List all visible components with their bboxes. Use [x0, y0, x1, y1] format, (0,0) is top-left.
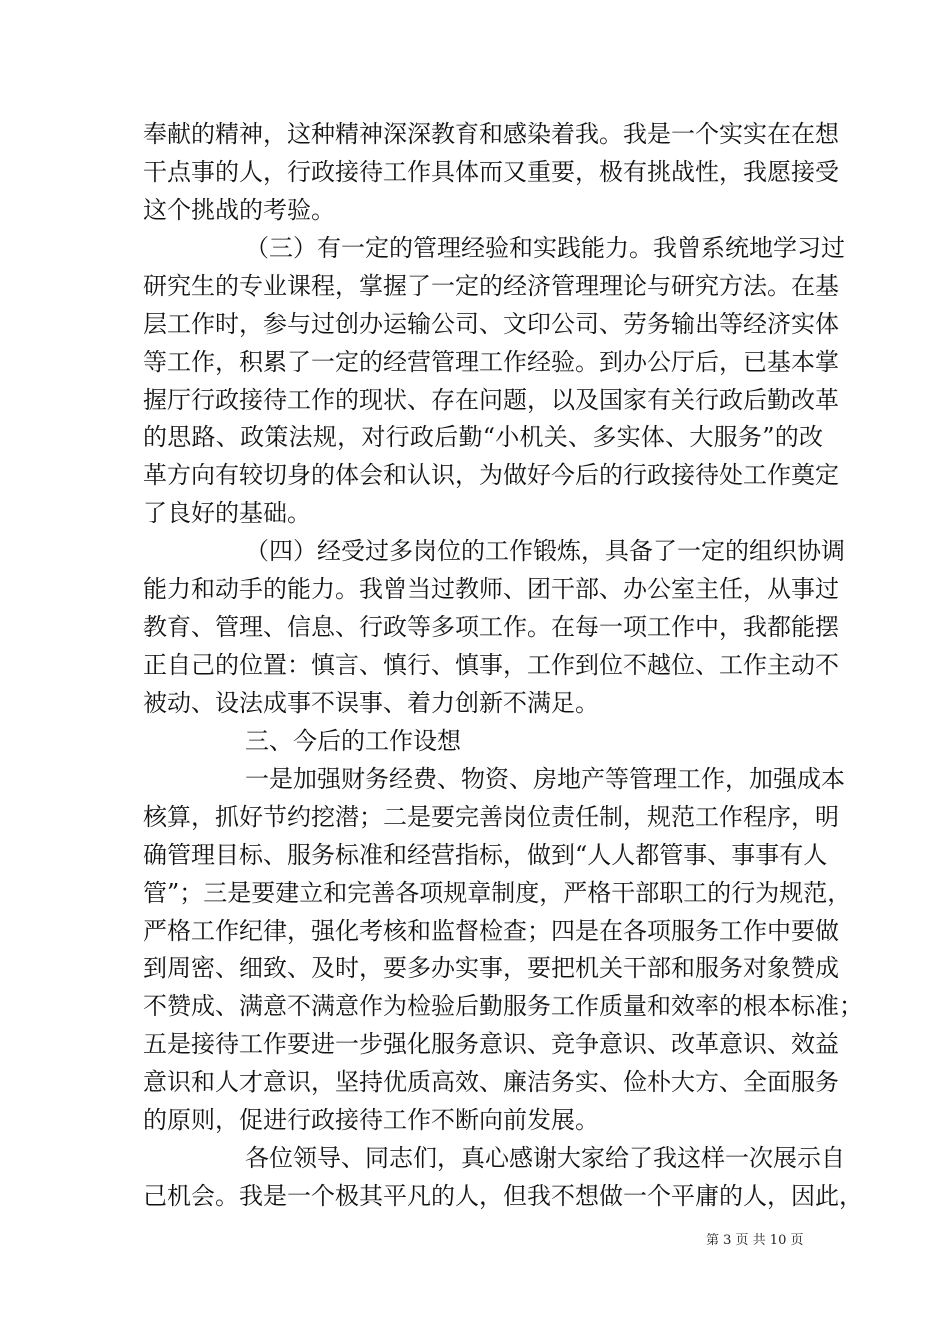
text-line: （三）有一定的管理经验和实践能力。我曾系统地学习过: [245, 234, 845, 262]
text-line: 等工作，积累了一定的经营管理工作经验。到办公厅后，已基本掌: [143, 348, 839, 376]
text-line: 革方向有较切身的体会和认识，为做好今后的行政接待处工作奠定: [143, 461, 839, 489]
text-line: 管”；三是要建立和完善各项规章制度，严格干部职工的行为规范，: [143, 879, 852, 907]
text-line: 严格工作纪律，强化考核和监督检查；四是在各项服务工作中要做: [143, 917, 839, 945]
text-line: 教育、管理、信息、行政等多项工作。在每一项工作中，我都能摆: [143, 613, 839, 641]
text-line: 的思路、政策法规，对行政后勤“小机关、多实体、大服务”的改: [143, 423, 823, 451]
text-line: 研究生的专业课程，掌握了一定的经济管理理论与研究方法。在基: [143, 272, 839, 300]
page-number: 第 3 页 共 10 页: [706, 1233, 804, 1248]
text-line: 到周密、细致、及时，要多办实事，要把机关干部和服务对象赞成: [143, 954, 839, 982]
text-line: 不赞成、满意不满意作为检验后勤服务工作质量和效率的根本标准；: [143, 992, 863, 1020]
text-line: 干点事的人，行政接待工作具体而又重要，极有挑战性，我愿接受: [143, 158, 839, 186]
text-line: 确管理目标、服务标准和经营指标，做到“人人都管事、事事有人: [143, 841, 828, 869]
text-line: 的原则，促进行政接待工作不断向前发展。: [143, 1106, 599, 1134]
text-line: 握厅行政接待工作的现状、存在问题，以及国家有关行政后勤改革: [143, 386, 839, 414]
text-line: 被动、设法成事不误事、着力创新不满足。: [143, 689, 599, 717]
text-line: 己机会。我是一个极其平凡的人，但我不想做一个平庸的人，因此，: [143, 1182, 863, 1210]
text-line: 了良好的基础。: [143, 499, 311, 527]
text-line: 意识和人才意识，坚持优质高效、廉洁务实、俭朴大方、全面服务: [143, 1068, 839, 1096]
text-line: （四）经受过多岗位的工作锻炼，具备了一定的组织协调: [245, 537, 845, 565]
text-line: 核算，抓好节约挖潜；二是要完善岗位责任制，规范工作程序，明: [143, 803, 839, 831]
text-line: 层工作时，参与过创办运输公司、文印公司、劳务输出等经济实体: [143, 310, 839, 338]
text-line: 这个挑战的考验。: [143, 196, 335, 224]
section-heading: 三、今后的工作设想: [245, 727, 461, 755]
text-line: 正自己的位置：慎言、慎行、慎事，工作到位不越位、工作主动不: [143, 651, 839, 679]
text-line: 一是加强财务经费、物资、房地产等管理工作，加强成本: [245, 765, 845, 793]
text-line: 各位领导、同志们，真心感谢大家给了我这样一次展示自: [245, 1144, 845, 1172]
text-line: 五是接待工作要进一步强化服务意识、竞争意识、改革意识、效益: [143, 1030, 839, 1058]
text-line: 能力和动手的能力。我曾当过教师、团干部、办公室主任，从事过: [143, 575, 839, 603]
text-line: 奉献的精神，这种精神深深教育和感染着我。我是一个实实在在想: [143, 120, 839, 148]
